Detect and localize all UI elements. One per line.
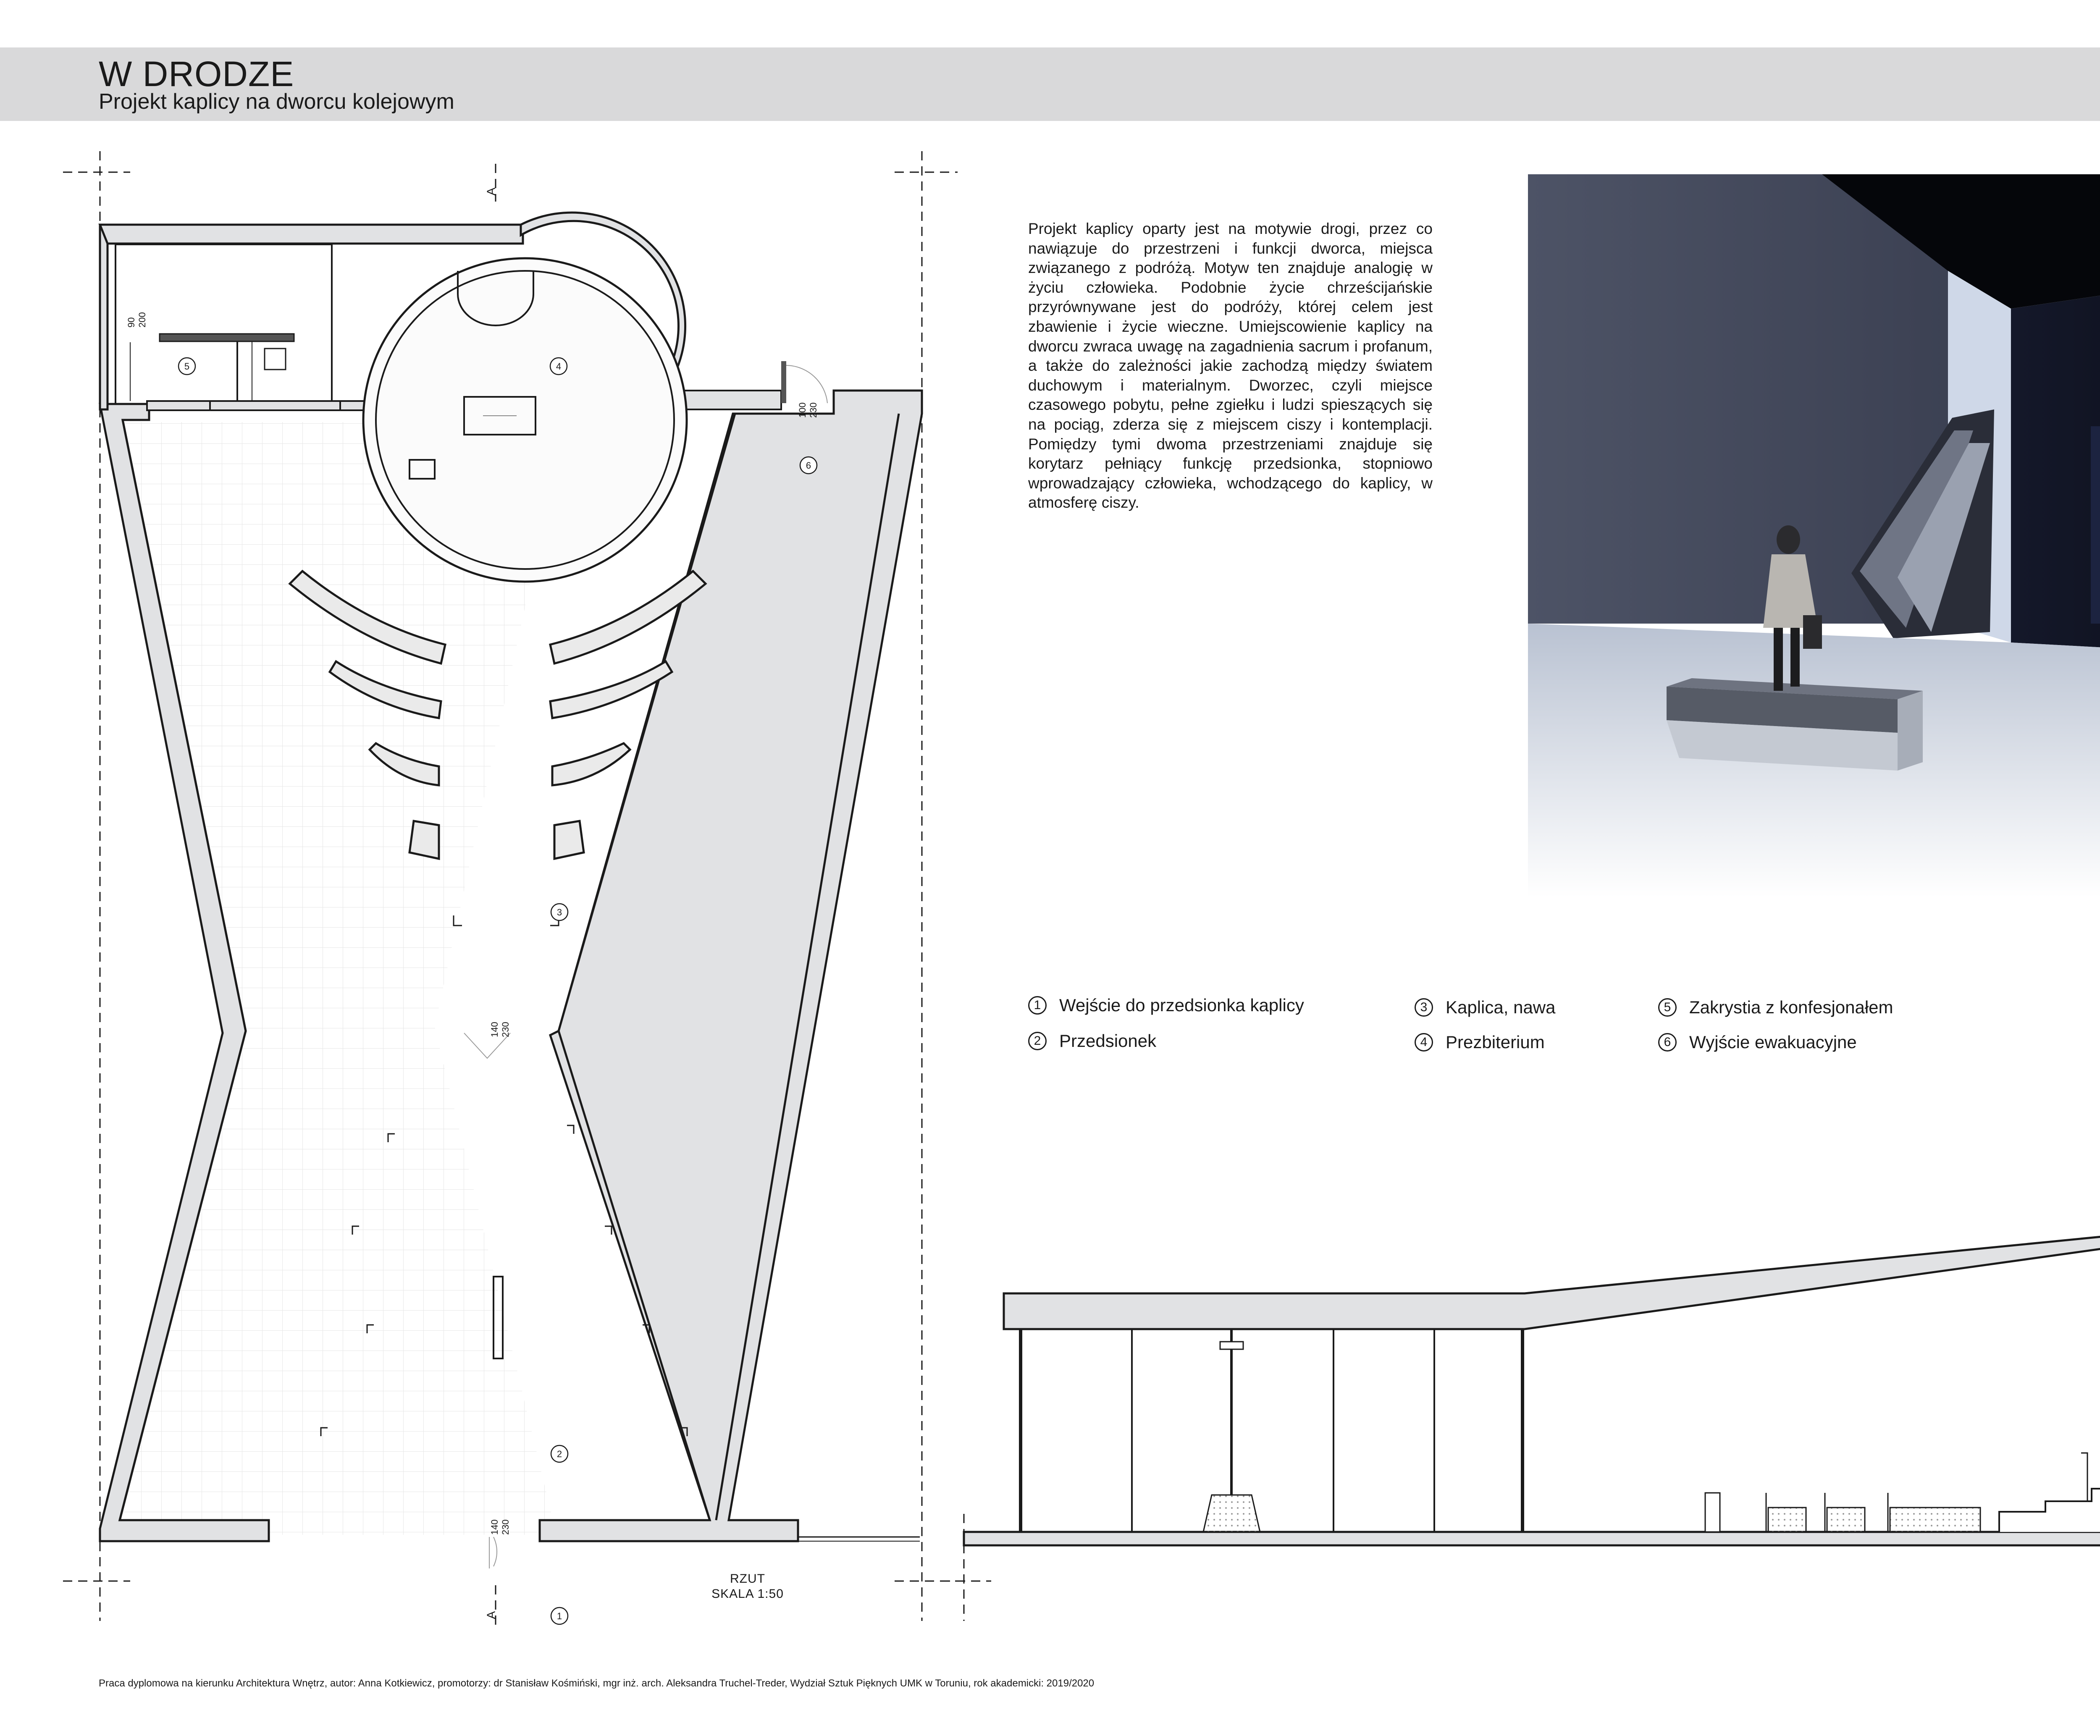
dim-label-4: 140 230 <box>489 1519 511 1535</box>
section-roof <box>1004 1138 2100 1545</box>
legend-label: Zakrystia z konfesjonałem <box>1689 997 1893 1017</box>
section-drawing <box>941 1138 2100 1621</box>
svg-text:1: 1 <box>556 1611 562 1621</box>
legend-num: 1 <box>1028 996 1047 1015</box>
legend-num: 3 <box>1415 998 1433 1017</box>
floor-plan <box>63 151 958 1629</box>
footer-credits: Praca dyplomowa na kierunku Architektura Wnętrz, autor: Anna Kotkiewicz, promotorzy: dr Stanisław Kośmiński, mgr inż. arch. Aleksandra Truchel-Treder, Wydział Sztuk Pięknych UMK w Toruniu, rok akademicki: 2019/2020 <box>99 1678 1095 1689</box>
legend-label: Wyjście ewakuacyjne <box>1689 1032 1857 1052</box>
svg-text:5: 5 <box>184 361 190 372</box>
legend-item-1 <box>1028 995 1304 1015</box>
section-marker-top: A <box>484 187 498 196</box>
dim-label-1: 90 200 <box>126 312 147 328</box>
plan-presbytery-ring <box>363 258 687 582</box>
svg-text:6: 6 <box>806 460 811 471</box>
svg-text:4: 4 <box>556 361 562 372</box>
section-floor <box>964 1532 2100 1545</box>
dim-label-3: 140 230 <box>489 1022 511 1037</box>
legend-item-3 <box>1415 997 1556 1017</box>
page-subtitle: Projekt kaplicy na dworcu kolejowym <box>99 89 454 114</box>
legend-item-5 <box>1658 997 1893 1017</box>
legend-item-4 <box>1415 1032 1545 1052</box>
svg-text:2: 2 <box>556 1449 562 1459</box>
page-title: W DRODZE <box>99 54 294 94</box>
plan-floor <box>105 422 565 1535</box>
svg-text:3: 3 <box>556 907 562 918</box>
legend-item-6 <box>1658 1032 1857 1052</box>
legend-num: 4 <box>1415 1033 1433 1052</box>
legend-num: 5 <box>1658 998 1677 1017</box>
legend-label: Przedsionek <box>1059 1031 1157 1051</box>
legend-label: Kaplica, nawa <box>1446 997 1556 1017</box>
legend-num: 6 <box>1658 1033 1677 1052</box>
render-image <box>1528 174 2100 897</box>
legend-label: Wejście do przedsionka kaplicy <box>1059 995 1304 1015</box>
project-description: Projekt kaplicy oparty jest na motywie drogi, przez co nawiązuje do przestrzeni i funkcji dworca, miejsca związanego z podróżą. Motyw ten znajduje analogię w życiu człowieka. Podobnie życie chrześcijańskie przyrównywane jest do podróży, której celem jest zbawienie i życie wieczne. Umiejscowienie kaplicy na dworcu zwraca uwagę na zagadnienia sacrum i profanum, a także do zależności jakie zachodzą między światem duchowym i materialnym. Dworzec, czyli miejsce czasowego pobytu, pełne zgiełku i ludzi spieszących się na pociąg, zderza się z miejscem ciszy i kontemplacji. Pomiędzy tymi dwoma przestrzeniami znajduje się korytarz pełniący funkcję przedsionka, stopniowo wprowadzający człowieka, wchodzącego do kaplicy, w atmosferę ciszy. <box>1028 220 1433 511</box>
legend-num: 2 <box>1028 1032 1047 1050</box>
legend-label: Prezbiterium <box>1446 1032 1545 1052</box>
legend-item-2 <box>1028 1031 1156 1051</box>
section-marker-bottom: A <box>484 1611 498 1619</box>
legend <box>1028 995 2100 1071</box>
dim-label-2: 100 230 <box>797 402 819 418</box>
plan-scale-label: RZUT SKALA 1:50 <box>711 1572 784 1601</box>
